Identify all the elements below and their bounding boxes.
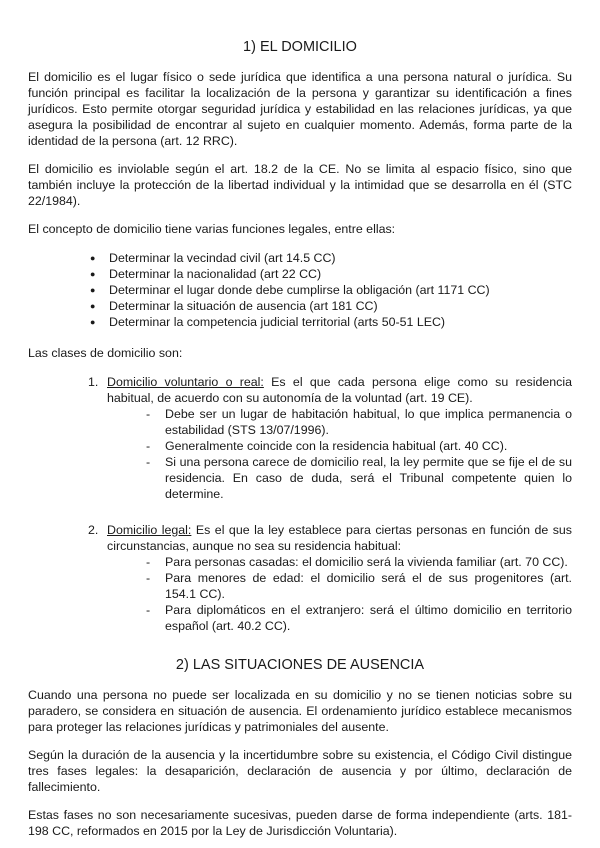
list-item: ● Determinar la competencia judicial territorial (arts 50-51 LEC) [90, 314, 572, 330]
paragraph-absence-definition: Cuando una persona no puede ser localizada en su domicilio y no se tienen noticias sobre su paradero, se considera en situación de ausencia. El ordenamiento jurídico establece mecanismos para proteger las relaciones jurídicas y patrimoniales del ausente. [28, 688, 572, 734]
class-number: 2. [88, 523, 99, 537]
class-description: Es el que cada persona elige como su residencia habitual, de acuerdo con su autonomía de la voluntad (art. 19 CE). [107, 375, 572, 405]
list-item: ● Determinar la vecindad civil (art 14.5 CC) [90, 250, 572, 266]
paragraph-absence-independence: Estas fases no son necesariamente sucesivas, pueden darse de forma independiente (arts. 181-198 CC, reformados en 2015 por la Ley de Jurisdicción Voluntaria). [28, 808, 572, 838]
class-points [107, 554, 572, 634]
section-title-domicilio: 1) EL DOMICILIO [243, 39, 357, 55]
list-item: - Generalmente coincide con la residencia habitual (art. 40 CC). [146, 438, 572, 454]
class-description: Es el que la ley establece para ciertas personas en función de sus circunstancias, aunque no sea su residencia habitual: [107, 523, 573, 553]
paragraph-functions-intro: El concepto de domicilio tiene varias funciones legales, entre ellas: [28, 222, 396, 236]
list-item: - Si una persona carece de domicilio real, la ley permite que se fije el de su residencia. En caso de duda, será el Tribunal competente quien lo determine. [146, 454, 572, 502]
list-item: ● Determinar la nacionalidad (art 22 CC) [90, 266, 572, 282]
class-item-voluntario [88, 374, 572, 502]
list-item: ● Determinar la situación de ausencia (art 181 CC) [90, 298, 572, 314]
list-item: - Para menores de edad: el domicilio será el de sus progenitores (art. 154.1 CC). [146, 570, 572, 602]
class-number: 1. [88, 375, 99, 389]
domicile-classes-list [28, 374, 572, 634]
section-title-ausencia: 2) LAS SITUACIONES DE AUSENCIA [175, 657, 425, 673]
list-item: ● Determinar el lugar donde debe cumplirse la obligación (art 1171 CC) [90, 282, 572, 298]
paragraph-definition: El domicilio es el lugar físico o sede jurídica que identifica a una persona natural o jurídica. Su función principal es facilitar la localización de la persona y garantizar su identificación a fines jurídicos. Esto permite otorgar seguridad jurídica y estabilidad en las relaciones jurídicas, ya que asegura la posibilidad de encontrar al sujeto en cualquier momento. Además, forma parte de la identidad de la persona (art. 12 RRC). [28, 70, 572, 148]
list-item: - Para diplomáticos en el extranjero: será el último domicilio en territorio español (art. 40.2 CC). [146, 602, 572, 634]
paragraph-inviolability: El domicilio es inviolable según el art. 18.2 de la CE. No se limita al espacio físico, sino que también incluye la protección de la libertad individual y la intimidad que se desarrolla en él (STC 22/1984). [28, 162, 572, 208]
functions-list [28, 250, 572, 330]
class-term: Domicilio legal: [107, 523, 192, 537]
paragraph-absence-phases: Según la duración de la ausencia y la incertidumbre sobre su existencia, el Código Civil distingue tres fases legales: la desaparición, declaración de ausencia y por último, declaración de fallecimiento. [28, 748, 572, 794]
class-points [107, 406, 572, 502]
class-item-legal [88, 522, 573, 634]
class-term: Domicilio voluntario o real: [107, 375, 264, 389]
paragraph-classes-intro: Las clases de domicilio son: [28, 346, 183, 360]
list-item: - Debe ser un lugar de habitación habitual, lo que implica permanencia o estabilidad (STS 13/07/1996). [146, 406, 572, 438]
list-item: - Para personas casadas: el domicilio será la vivienda familiar (art. 70 CC). [146, 554, 572, 570]
